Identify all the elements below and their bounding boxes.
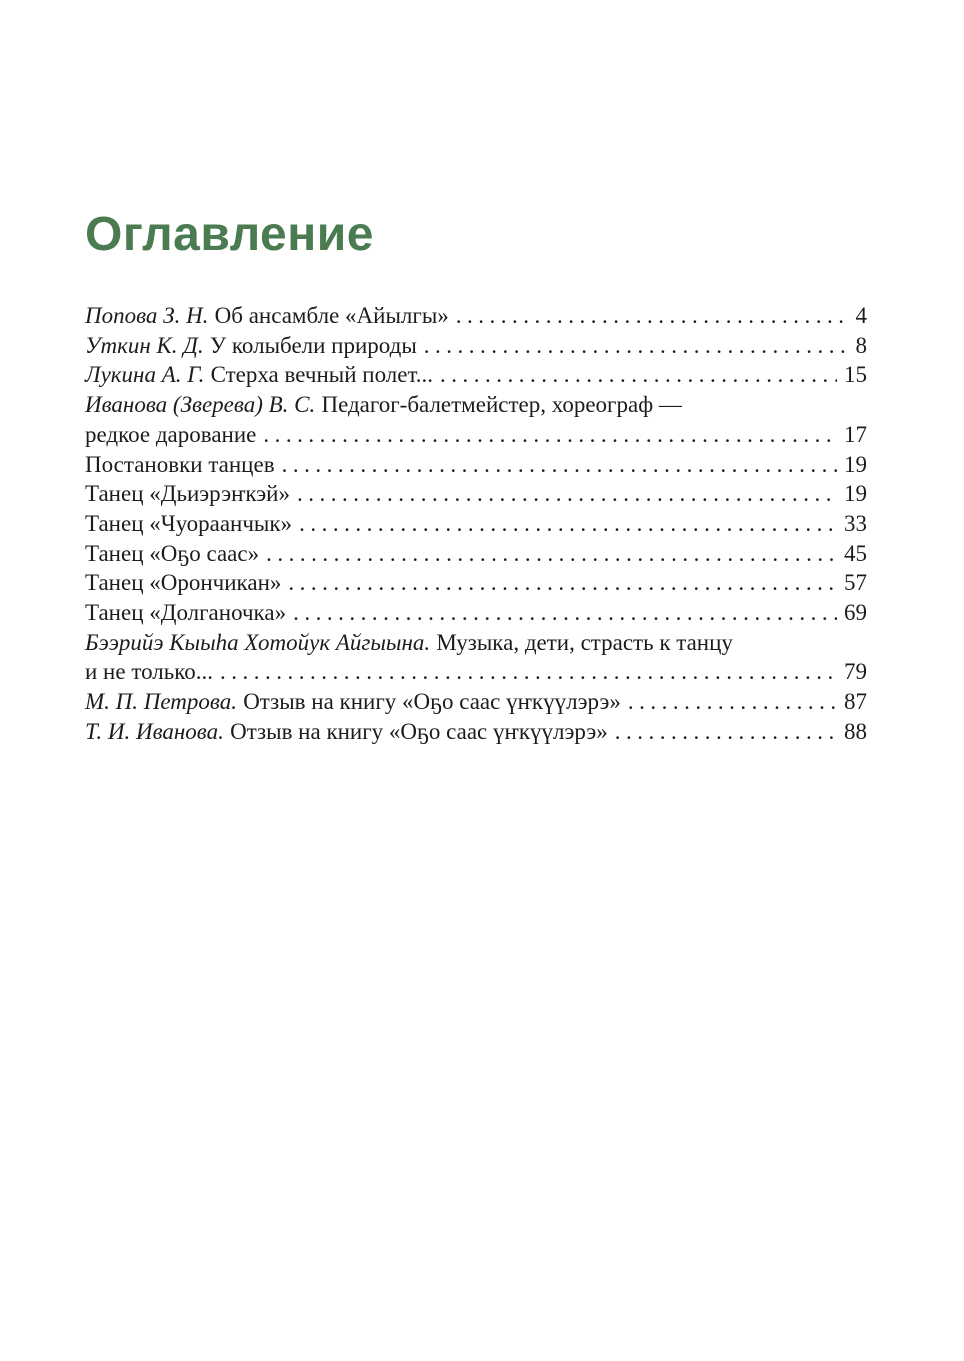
toc-entry-title: У колыбели природы xyxy=(209,332,417,358)
dot-leader xyxy=(293,598,837,628)
toc-row xyxy=(85,687,867,717)
toc-row xyxy=(85,657,867,687)
toc-row xyxy=(85,420,867,450)
dot-leader xyxy=(628,687,837,717)
toc-entry-title: редкое дарование xyxy=(85,421,257,447)
toc-page-number: 33 xyxy=(844,510,867,536)
toc-row xyxy=(85,390,867,420)
toc-entry-title: Танец «Дьиэрэҥкэй» xyxy=(85,481,290,507)
toc-row xyxy=(85,628,867,658)
dot-leader xyxy=(263,420,837,450)
toc-author: М. П. Петрова. xyxy=(85,689,237,715)
toc-entry-title: Стерха вечный полет... xyxy=(210,362,434,388)
dot-leader xyxy=(440,360,837,390)
dot-leader xyxy=(282,450,837,480)
toc-page-number: 19 xyxy=(844,451,867,477)
dot-leader xyxy=(220,657,837,687)
toc-page-number: 57 xyxy=(844,570,867,596)
dot-leader xyxy=(456,301,849,331)
table-of-contents xyxy=(85,301,867,747)
toc-page-number: 69 xyxy=(844,600,867,626)
toc-entry-title: Постановки танцев xyxy=(85,451,275,477)
toc-entry-title: Танец «Чуораанчык» xyxy=(85,510,293,536)
toc-entry-title: Отзыв на книгу «Оҕо саас үҥкүүлэрэ» xyxy=(230,718,608,744)
toc-entry-title: Отзыв на книгу «Оҕо саас үҥкүүлэрэ» xyxy=(243,689,621,715)
toc-page-number: 19 xyxy=(844,481,867,507)
toc-page-number: 45 xyxy=(844,540,867,566)
toc-entry-title: Танец «Долганочка» xyxy=(85,600,287,626)
dot-leader xyxy=(615,717,837,747)
toc-row xyxy=(85,568,867,598)
toc-entry-title: Педагог-балетмейстер, хореограф — xyxy=(321,392,682,418)
toc-row xyxy=(85,598,867,628)
toc-author: Лукина А. Г. xyxy=(85,362,205,388)
toc-author: Т. И. Иванова. xyxy=(85,718,224,744)
toc-page-number: 4 xyxy=(855,303,867,328)
toc-row xyxy=(85,450,867,480)
toc-entry-title: Об ансамбле «Айылгы» xyxy=(214,303,449,328)
toc-page-number: 79 xyxy=(844,659,867,685)
toc-entry-title: Танец «Орончикан» xyxy=(85,570,282,596)
toc-author: Попова З. Н. xyxy=(85,303,209,328)
toc-page-number: 17 xyxy=(844,421,867,447)
toc-row xyxy=(85,360,867,390)
toc-row xyxy=(85,717,867,747)
toc-page-number: 8 xyxy=(855,332,867,358)
toc-row xyxy=(85,331,867,361)
toc-author: Бээрийэ Кыыһа Хотойук Айгыына. xyxy=(85,629,431,655)
dot-leader xyxy=(424,331,849,361)
toc-author: Уткин К. Д. xyxy=(85,332,204,358)
toc-content xyxy=(85,208,867,747)
toc-entry-title: Танец «Оҕо саас» xyxy=(85,540,260,566)
toc-page-number: 15 xyxy=(844,362,867,388)
toc-page-number: 87 xyxy=(844,689,867,715)
dot-leader xyxy=(297,479,837,509)
toc-row xyxy=(85,509,867,539)
dot-leader xyxy=(288,568,837,598)
dot-leader xyxy=(299,509,837,539)
toc-page-number: 88 xyxy=(844,718,867,744)
toc-row xyxy=(85,301,867,331)
toc-entry-title: Музыка, дети, страсть к танцу xyxy=(436,629,733,655)
toc-row xyxy=(85,539,867,569)
toc-author: Иванова (Зверева) В. С. xyxy=(85,392,316,418)
page-title: Оглавление xyxy=(85,208,374,261)
toc-entry-title: и не только... xyxy=(85,659,213,685)
dot-leader xyxy=(266,539,837,569)
toc-row xyxy=(85,479,867,509)
